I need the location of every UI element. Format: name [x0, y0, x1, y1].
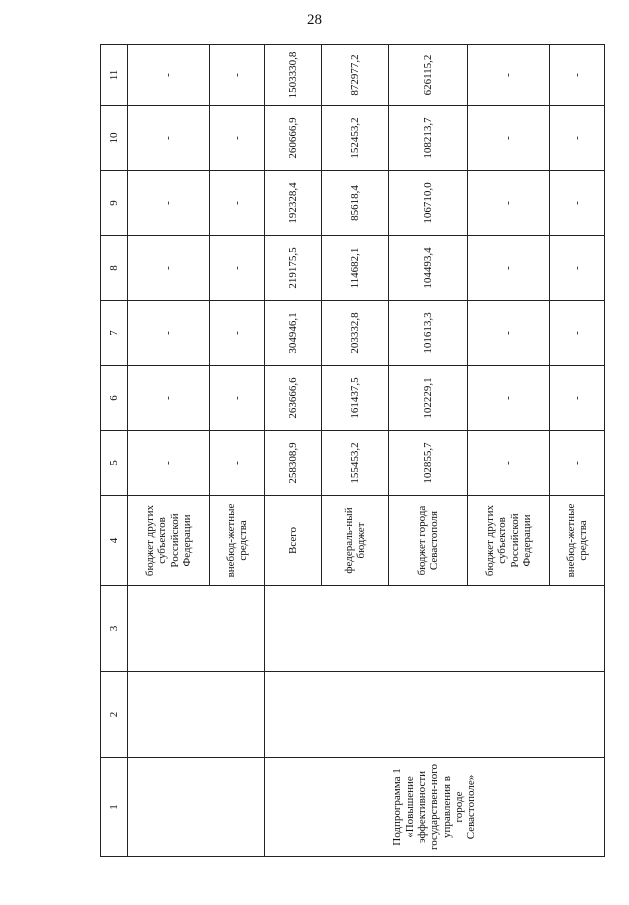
column-number: 7 — [101, 301, 128, 366]
value-cell: - — [128, 301, 210, 366]
value-cell: 102855,7 — [389, 431, 468, 496]
value-cell: - — [210, 45, 265, 106]
table-row — [128, 45, 210, 857]
value-cell: 219175,5 — [265, 236, 322, 301]
empty-cell — [265, 586, 605, 672]
column-number: 11 — [101, 45, 128, 106]
value-cell: 192328,4 — [265, 171, 322, 236]
value-cell: - — [550, 301, 605, 366]
value-cell: - — [468, 301, 550, 366]
empty-cell — [128, 672, 265, 758]
value-cell: - — [128, 236, 210, 301]
value-cell: - — [550, 45, 605, 106]
value-cell: 263666,6 — [265, 366, 322, 431]
column-number: 8 — [101, 236, 128, 301]
value-cell: - — [468, 366, 550, 431]
value-cell: 626115,2 — [389, 45, 468, 106]
value-cell: 101613,3 — [389, 301, 468, 366]
value-cell: 260666,9 — [265, 106, 322, 171]
page-number: 28 — [307, 12, 322, 28]
value-cell: - — [550, 431, 605, 496]
value-cell: - — [550, 171, 605, 236]
value-cell: - — [210, 301, 265, 366]
column-number: 10 — [101, 106, 128, 171]
column-number: 9 — [101, 171, 128, 236]
value-cell: - — [468, 171, 550, 236]
column-number: 1 — [101, 758, 128, 857]
empty-cell — [265, 672, 605, 758]
funding-source: внебюд-жетные средства — [210, 496, 265, 586]
funding-source: бюджет других субъектов Российской Федерации — [128, 496, 210, 586]
funding-source: внебюд-жетные средства — [550, 496, 605, 586]
table-row — [265, 45, 322, 857]
value-cell: 108213,7 — [389, 106, 468, 171]
value-cell: - — [550, 236, 605, 301]
value-cell: 85618,4 — [322, 171, 389, 236]
value-cell: 1503330,8 — [265, 45, 322, 106]
value-cell: - — [128, 106, 210, 171]
value-cell: 155453,2 — [322, 431, 389, 496]
value-cell: 104493,4 — [389, 236, 468, 301]
value-cell: - — [128, 431, 210, 496]
value-cell: 106710,0 — [389, 171, 468, 236]
funding-source: федераль-ный бюджет — [322, 496, 389, 586]
value-cell: - — [550, 366, 605, 431]
value-cell: - — [468, 45, 550, 106]
value-cell: - — [468, 236, 550, 301]
value-cell: 114682,1 — [322, 236, 389, 301]
funding-source: бюджет города Севастополя — [389, 496, 468, 586]
funding-table — [100, 44, 605, 857]
value-cell: - — [210, 431, 265, 496]
value-cell: - — [550, 106, 605, 171]
empty-cell — [128, 758, 265, 857]
column-number: 2 — [101, 672, 128, 758]
value-cell: - — [210, 171, 265, 236]
value-cell: 304946,1 — [265, 301, 322, 366]
column-number-row — [101, 45, 128, 857]
value-cell: - — [468, 431, 550, 496]
value-cell: - — [128, 171, 210, 236]
column-number: 5 — [101, 431, 128, 496]
value-cell: 102229,1 — [389, 366, 468, 431]
value-cell: - — [468, 106, 550, 171]
value-cell: - — [128, 366, 210, 431]
subprogram-name: Подпрограмма 1 «Повышение эффективности государствен-ного управления в городе Севастополе» — [265, 758, 605, 857]
value-cell: 161437,5 — [322, 366, 389, 431]
value-cell: 152453,2 — [322, 106, 389, 171]
value-cell: - — [210, 366, 265, 431]
column-number: 4 — [101, 496, 128, 586]
value-cell: 258308,9 — [265, 431, 322, 496]
funding-source: Всего — [265, 496, 322, 586]
value-cell: 872977,2 — [322, 45, 389, 106]
empty-cell — [128, 586, 265, 672]
funding-source: бюджет других субъектов Российской Федерации — [468, 496, 550, 586]
value-cell: - — [210, 236, 265, 301]
value-cell: 203332,8 — [322, 301, 389, 366]
value-cell: - — [128, 45, 210, 106]
column-number: 3 — [101, 586, 128, 672]
column-number: 6 — [101, 366, 128, 431]
rotated-table-container — [100, 45, 589, 857]
value-cell: - — [210, 106, 265, 171]
